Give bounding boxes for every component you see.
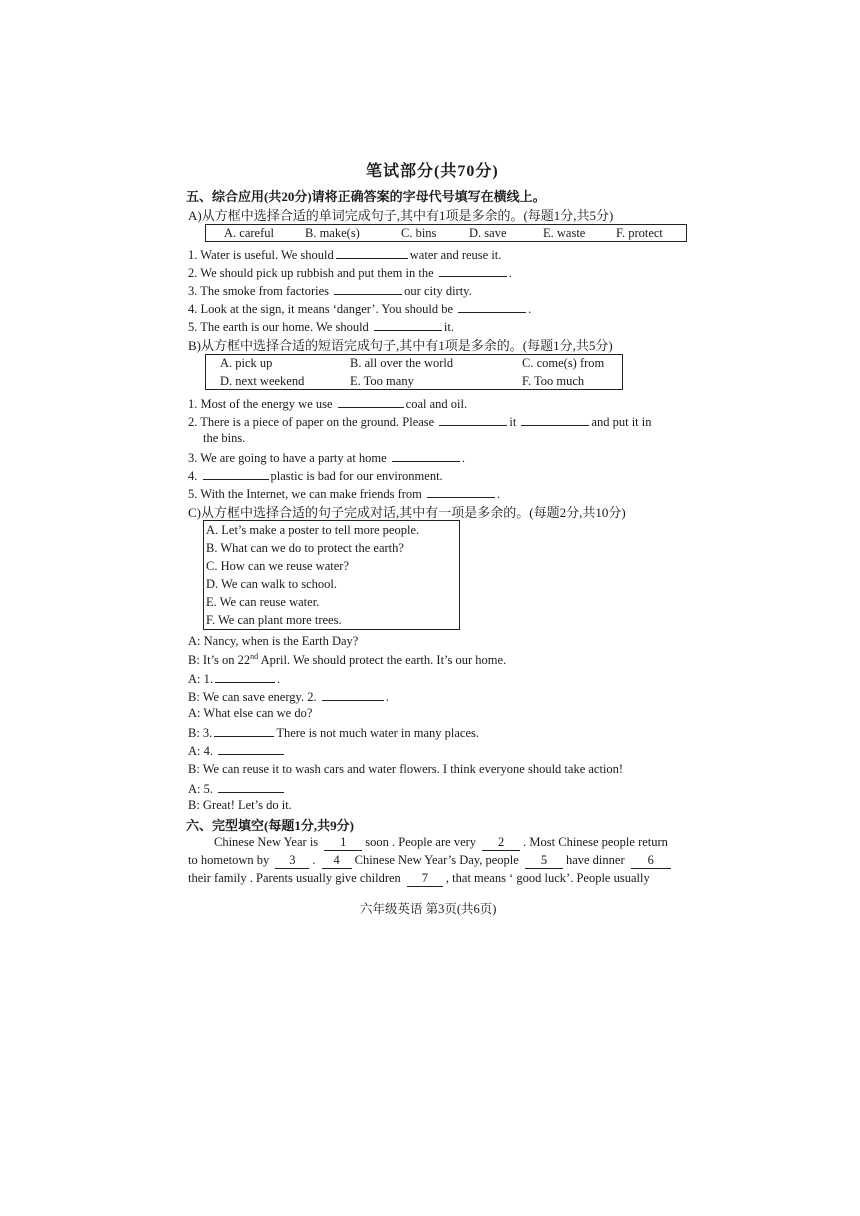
cloze-blank[interactable]: 4: [322, 853, 352, 869]
cloze-line-1: [214, 835, 668, 851]
partA-option: A. careful: [224, 226, 274, 240]
partA-instruction: A)从方框中选择合适的单词完成句子,其中有1项是多余的。(每题1分,共5分): [188, 208, 614, 223]
answer-blank[interactable]: [218, 742, 284, 755]
answer-blank[interactable]: [458, 300, 526, 313]
partB-question-3: [188, 449, 465, 466]
partB-option: F. Too much: [522, 374, 585, 388]
answer-blank[interactable]: [214, 724, 274, 737]
partB-instruction: B)从方框中选择合适的短语完成句子,其中有1项是多余的。(每题1分,共5分): [188, 338, 613, 353]
section6-header: 六、完型填空(每题1分,共9分): [186, 818, 354, 833]
dialogue-line: B: We can reuse it to wash cars and water flowers. I think everyone should take action!: [188, 762, 624, 776]
dialogue-line: [188, 742, 286, 759]
question-text: .: [508, 266, 512, 280]
dialogue-superscript: nd: [250, 652, 259, 661]
dialogue-text: There is not much water in many places.: [276, 726, 480, 740]
question-text: our city dirty.: [404, 284, 472, 298]
cloze-blank[interactable]: 3: [275, 853, 309, 869]
partB-option: A. pick up: [220, 356, 273, 370]
answer-blank[interactable]: [439, 264, 507, 277]
answer-blank[interactable]: [374, 318, 442, 331]
answer-blank[interactable]: [215, 670, 275, 683]
question-text: 3. We are going to have a party at home: [188, 451, 387, 465]
partB-question-2: [188, 413, 652, 430]
partC-option: E. We can reuse water.: [206, 595, 320, 609]
dialogue-line: [188, 688, 389, 705]
dialogue-line: [188, 652, 506, 668]
question-text: .: [461, 451, 465, 465]
dialogue-line: B: Great! Let’s do it.: [188, 798, 292, 812]
cloze-text: soon . People are very: [365, 835, 477, 849]
partC-instruction: C)从方框中选择合适的句子完成对话,其中有一项是多余的。(每题2分,共10分): [188, 505, 626, 520]
question-text: and put it in: [591, 415, 652, 429]
question-text: .: [497, 487, 501, 501]
question-text: 5. The earth is our home. We should: [188, 320, 369, 334]
cloze-text: Chinese New Year is: [214, 835, 319, 849]
section5-header: 五、综合应用(共20分)请将正确答案的字母代号填写在横线上。: [186, 189, 546, 204]
partB-question-2-cont: the bins.: [203, 431, 246, 445]
question-text: it.: [443, 320, 454, 334]
partB-option: D. next weekend: [220, 374, 305, 388]
page-title: 笔试部分(共70分): [366, 163, 499, 180]
partB-option: B. all over the world: [350, 356, 454, 370]
dialogue-text: B: 3.: [188, 726, 213, 740]
partA-question-1: [188, 246, 501, 263]
cloze-text: have dinner: [565, 853, 625, 867]
question-text: 2. We should pick up rubbish and put them in the: [188, 266, 434, 280]
cloze-text: their family . Parents usually give children: [188, 871, 401, 885]
question-text: 4. Look at the sign, it means ‘danger’. You should be: [188, 302, 454, 316]
dialogue-line: [188, 670, 280, 687]
cloze-line-2: [188, 853, 674, 869]
answer-blank[interactable]: [334, 282, 402, 295]
cloze-text: to hometown by: [188, 853, 270, 867]
cloze-text: . Most Chinese people return: [523, 835, 668, 849]
partA-option-box: [205, 224, 687, 242]
question-text: 4.: [188, 469, 198, 483]
answer-blank[interactable]: [218, 780, 284, 793]
answer-blank[interactable]: [336, 246, 408, 259]
dialogue-line: [188, 724, 479, 741]
partC-option: A. Let’s make a poster to tell more people.: [206, 523, 420, 537]
partB-option: C. come(s) from: [522, 356, 605, 370]
answer-blank[interactable]: [521, 413, 589, 426]
dialogue-line: A: What else can we do?: [188, 706, 313, 720]
partC-option: D. We can walk to school.: [206, 577, 338, 591]
question-text: .: [528, 302, 532, 316]
question-text: it: [509, 415, 517, 429]
partB-option: E. Too many: [350, 374, 414, 388]
cloze-blank[interactable]: 6: [631, 853, 671, 869]
cloze-text: Chinese New Year’s Day, people: [354, 853, 519, 867]
answer-blank[interactable]: [203, 467, 269, 480]
partB-question-4: [188, 467, 443, 484]
cloze-blank[interactable]: 5: [525, 853, 563, 869]
partA-option: E. waste: [543, 226, 586, 240]
partA-option: C. bins: [401, 226, 437, 240]
answer-blank[interactable]: [439, 413, 507, 426]
cloze-blank[interactable]: 1: [324, 835, 362, 851]
question-text: coal and oil.: [405, 397, 468, 411]
dialogue-text: B: It’s on 22: [188, 653, 251, 668]
partA-question-5: [188, 318, 454, 335]
dialogue-text: .: [277, 672, 281, 686]
partA-question-3: [188, 282, 472, 299]
dialogue-text: April. We should protect the earth. It’s our home.: [258, 653, 507, 668]
cloze-blank[interactable]: 7: [407, 871, 443, 887]
cloze-line-3: [188, 871, 650, 887]
answer-blank[interactable]: [427, 485, 495, 498]
answer-blank[interactable]: [322, 688, 384, 701]
partB-question-5: [188, 485, 500, 502]
question-text: 1. Most of the energy we use: [188, 397, 333, 411]
question-text: plastic is bad for our environment.: [270, 469, 443, 483]
answer-blank[interactable]: [392, 449, 460, 462]
partA-option: D. save: [469, 226, 507, 240]
partC-option: C. How can we reuse water?: [206, 559, 349, 573]
partA-option: B. make(s): [305, 226, 360, 240]
partC-option: F. We can plant more trees.: [206, 613, 342, 627]
dialogue-text: A: 1.: [188, 672, 213, 686]
answer-blank[interactable]: [338, 395, 404, 408]
partA-option: F. protect: [616, 226, 663, 240]
partA-question-2: [188, 264, 512, 281]
dialogue-text: A: 5.: [188, 782, 213, 796]
question-text: 1. Water is useful. We should: [188, 248, 334, 262]
partA-question-4: [188, 300, 531, 317]
cloze-text: .: [312, 853, 316, 867]
question-text: 5. With the Internet, we can make friends from: [188, 487, 422, 501]
page-footer: 六年级英语 第3页(共6页): [360, 902, 497, 916]
cloze-blank[interactable]: 2: [482, 835, 520, 851]
partB-question-1: [188, 395, 467, 412]
question-text: 2. There is a piece of paper on the ground. Please: [188, 415, 435, 429]
partC-option: B. What can we do to protect the earth?: [206, 541, 404, 555]
dialogue-line: A: Nancy, when is the Earth Day?: [188, 634, 359, 648]
dialogue-line: [188, 780, 286, 797]
dialogue-text: B: We can save energy. 2.: [188, 690, 317, 704]
dialogue-text: .: [385, 690, 389, 704]
cloze-text: , that means ‘ good luck’. People usually: [445, 871, 650, 885]
dialogue-text: A: 4.: [188, 744, 213, 758]
question-text: water and reuse it.: [409, 248, 502, 262]
question-text: 3. The smoke from factories: [188, 284, 330, 298]
